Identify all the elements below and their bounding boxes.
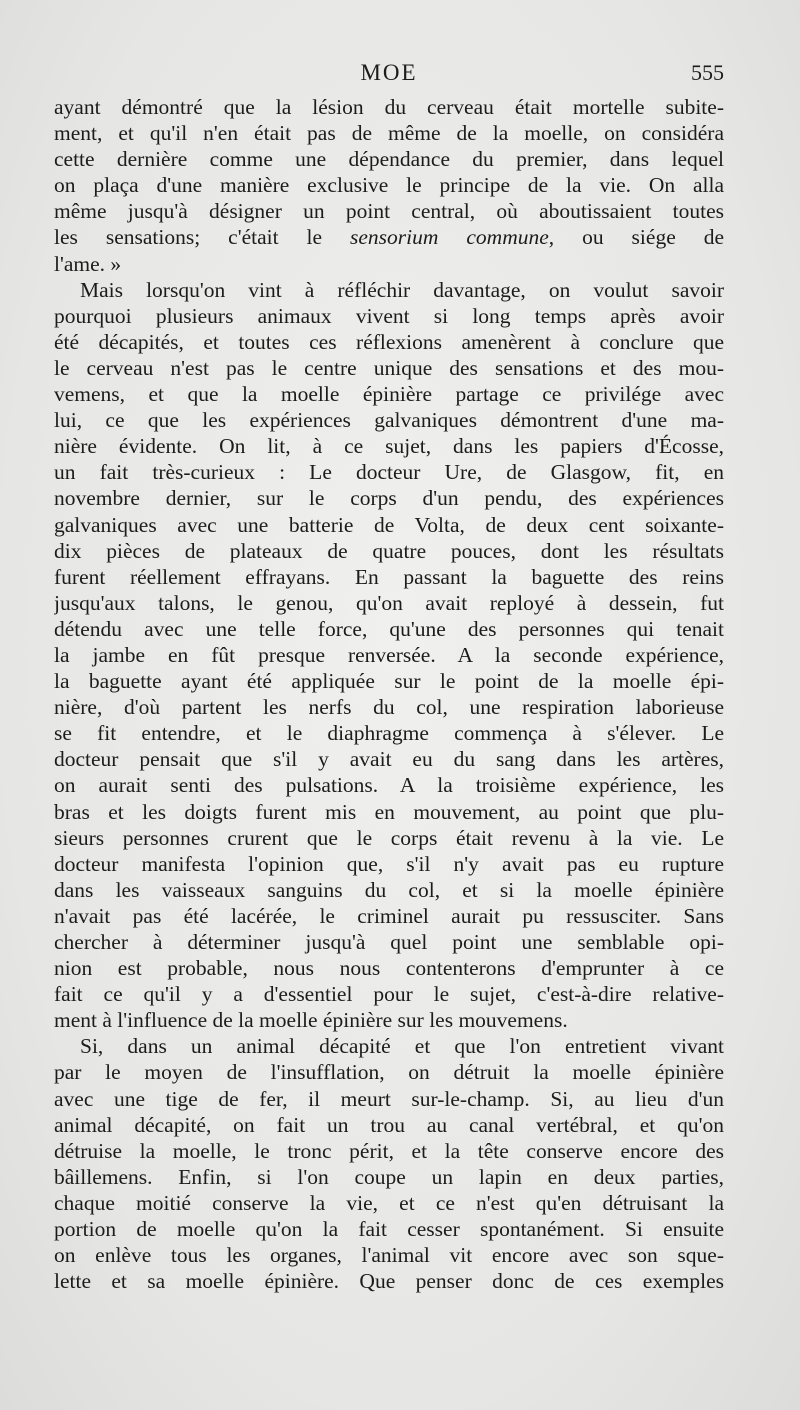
latin-term: sensorium commune [350, 225, 549, 250]
text-line: détendu avec une telle force, qu'une des personnes qui tenait [54, 616, 724, 641]
text-line: bâillemens. Enfin, si l'on coupe un lapin en deux parties, [54, 1164, 724, 1189]
text-line: pourquoi plusieurs animaux vivent si long temps après avoir [54, 303, 724, 328]
text-line: novembre dernier, sur le corps d'un pendu, des expériences [54, 486, 724, 511]
text-line: détruise la moelle, le tronc périt, et la tête conserve encore des [54, 1138, 724, 1163]
text-line: animal décapité, on fait un trou au canal vertébral, et qu'on [54, 1112, 724, 1137]
text-line: chercher à déterminer jusqu'à quel point une semblable opi- [54, 930, 724, 954]
text-line: nière évidente. On lit, à ce sujet, dans les papiers d'Écosse, [54, 434, 724, 459]
text-line: nion est probable, nous nous contenterons d'emprunter à ce [54, 956, 724, 981]
text-line: l'ame. » [54, 251, 122, 276]
body-text [54, 94, 724, 1294]
text-line: les sensations; c'était le sensorium commune, ou siége de [54, 225, 724, 250]
text-line: par le moyen de l'insufflation, on détruit la moelle épinière [54, 1060, 724, 1085]
text-line: ayant démontré que la lésion du cerveau était mortelle subite- [54, 95, 724, 119]
text-line: sieurs personnes crurent que le corps était revenu à la vie. Le [54, 825, 724, 850]
text-line: Mais lorsqu'on vint à réfléchir davantage, on voulut savoir [80, 277, 724, 302]
text-line: furent réellement effrayans. En passant la baguette des reins [54, 564, 724, 589]
text-line: ment à l'influence de la moelle épinière sur les mouvemens. [54, 1008, 568, 1033]
text-line: galvaniques avec une batterie de Volta, de deux cent soixante- [54, 512, 724, 537]
text-line: lui, ce que les expériences galvaniques démontrent d'une ma- [54, 408, 724, 433]
text-line: Si, dans un animal décapité et que l'on entretient vivant [80, 1034, 724, 1059]
text-line: été décapités, et toutes ces réflexions amenèrent à conclure que [54, 329, 724, 354]
text-line: n'avait pas été lacérée, le criminel aurait pu ressusciter. Sans [54, 903, 724, 928]
text-line: dans les vaisseaux sanguins du col, et si la moelle épinière [54, 877, 724, 902]
text-line: portion de moelle qu'on la fait cesser spontanément. Si ensuite [54, 1217, 724, 1242]
text-line: on plaça d'une manière exclusive le principe de la vie. On alla [54, 173, 724, 198]
text-line: fait ce qu'il y a d'essentiel pour le sujet, c'est-à-dire relative- [54, 982, 724, 1007]
text-line: ment, et qu'il n'en était pas de même de la moelle, on considéra [54, 121, 724, 146]
text-line: un fait très-curieux : Le docteur Ure, de Glasgow, fit, en [54, 460, 724, 485]
text-line: jusqu'aux talons, le genou, qu'on avait reployé à dessein, fut [54, 590, 724, 615]
text-line: on aurait senti des pulsations. A la troisième expérience, les [54, 773, 724, 798]
text-line: cette dernière comme une dépendance du premier, dans lequel [54, 147, 724, 172]
text-line: la baguette ayant été appliquée sur le point de la moelle épi- [54, 669, 724, 694]
text-line: se fit entendre, et le diaphragme commença à s'élever. Le [54, 721, 724, 746]
text-line: nière, d'où partent les nerfs du col, une respiration laborieuse [54, 695, 724, 720]
text-line: on enlève tous les organes, l'animal vit encore avec son sque- [54, 1243, 724, 1268]
text-line: même jusqu'à désigner un point central, où aboutissaient toutes [54, 199, 724, 224]
page-header [54, 60, 724, 90]
text-line: le cerveau n'est pas le centre unique des sensations et des mou- [54, 355, 724, 380]
text-line: chaque moitié conserve la vie, et ce n'est qu'en détruisant la [54, 1190, 724, 1215]
page-number: 555 [691, 60, 724, 85]
text-line: docteur pensait que s'il y avait eu du sang dans les artères, [54, 747, 724, 772]
running-head: MOE [360, 60, 418, 85]
text-line: bras et les doigts furent mis en mouvement, au point que plu- [54, 799, 724, 824]
text-line: docteur manifesta l'opinion que, s'il n'y avait pas eu rupture [54, 851, 724, 876]
text-line: la jambe en fût presque renversée. A la seconde expérience, [54, 642, 724, 667]
text-line: dix pièces de plateaux de quatre pouces, dont les résultats [54, 538, 724, 563]
text-line: lette et sa moelle épinière. Que penser donc de ces exemples [54, 1269, 724, 1294]
text-line: vemens, et que la moelle épinière partage ce privilége avec [54, 382, 724, 407]
text-line: avec une tige de fer, il meurt sur-le-champ. Si, au lieu d'un [54, 1086, 724, 1111]
